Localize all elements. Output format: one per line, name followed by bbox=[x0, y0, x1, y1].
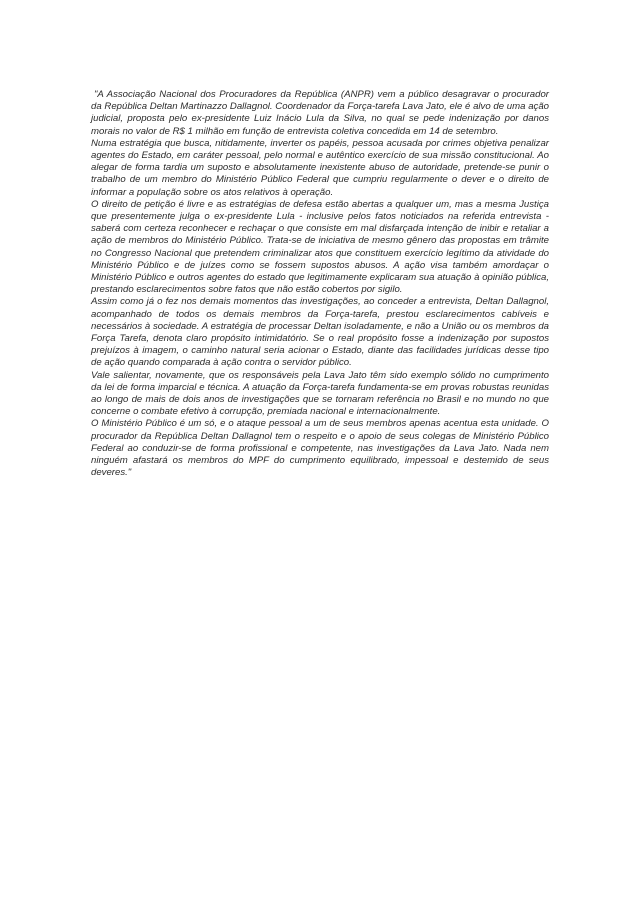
paragraph-6: O Ministério Público é um só, e o ataque pessoal a um de seus membros apenas acentua esta unidade. O procurador da República Deltan Dallagnol tem o respeito e o apoio de seus colegas de Ministério Público Federal ao conduzir-se de forma profissional e competente, nas investigações da Lava Jato. Nada nem ninguém afastará os membros do MPF do cumprimento equilibrado, impessoal e destemido de seus deveres." bbox=[91, 418, 549, 479]
paragraph-5: Vale salientar, novamente, que os responsáveis pela Lava Jato têm sido exemplo sólido no cumprimento da lei de forma imparcial e técnica. A atuação da Força-tarefa fundamenta-se em provas robustas reunidas ao longo de mais de dois anos de investigações que se tornaram referência no Brasil e no mundo no que concerne o combate efetivo à corrupção, premiada nacional e internacionalmente. bbox=[91, 369, 549, 418]
paragraph-4: Assim como já o fez nos demais momentos das investigações, ao conceder a entrevista, Deltan Dallagnol, acompanhado de todos os demais membros da Força-tarefa, prestou esclarecimentos cabíveis e necessários à sociedade. A estratégia de processar Deltan isoladamente, e não a União ou os membros da Força Tarefa, denota claro propósito intimidatório. Se o real propósito fosse a indenização por supostos prejuízos à imagem, o caminho natural seria acionar o Estado, diante das facilidades jurídicas desse tipo de ação quando comparada à ação contra o servidor público. bbox=[91, 296, 549, 369]
paragraph-1: "A Associação Nacional dos Procuradores da República (ANPR) vem a público desagravar o procurador da República Deltan Martinazzo Dallagnol. Coordenador da Força-tarefa Lava Jato, ele é alvo de uma ação judicial, proposta pelo ex-presidente Luiz Inácio Lula da Silva, no qual se pede indenização por danos morais no valor de R$ 1 milhão em função de entrevista coletiva concedida em 14 de setembro. bbox=[91, 89, 549, 137]
statement-body bbox=[91, 89, 549, 480]
paragraph-3: O direito de petição é livre e as estratégias de defesa estão abertas a qualquer um, mas a mesma Justiça que presentemente julga o ex-presidente Lula - inclusive pelos fatos noticiados na referida entrevista - saberá com certeza reconhecer e rechaçar o que consiste em mal disfarçada intenção de inibir e retaliar a ação de membros do Ministério Público. Trata-se de iniciativa de mesmo gênero das propostas em trâmite no Congresso Nacional que pretendem criminalizar atos que constituem exercício legítimo da atividade do Ministério Público e de juízes como se fossem supostos abusos. A ação visa também amordaçar o Ministério Público e outros agentes do estado que legitimamente explicaram sua atuação à opinião pública, prestando esclarecimentos sobre fatos que não estão cobertos por sigilo. bbox=[91, 198, 549, 296]
paragraph-2: Numa estratégia que busca, nitidamente, inverter os papéis, pessoa acusada por crimes objetiva penalizar agentes do Estado, em caráter pessoal, pelo normal e autêntico exercício de sua missão constitucional. Ao alegar de forma tardia um suposto e absolutamente inexistente abuso de autoridade, pretende-se punir o trabalho de um membro do Ministério Público Federal que cumpriu regularmente o dever e o direito de informar a população sobre os atos relativos à operação. bbox=[91, 137, 549, 198]
